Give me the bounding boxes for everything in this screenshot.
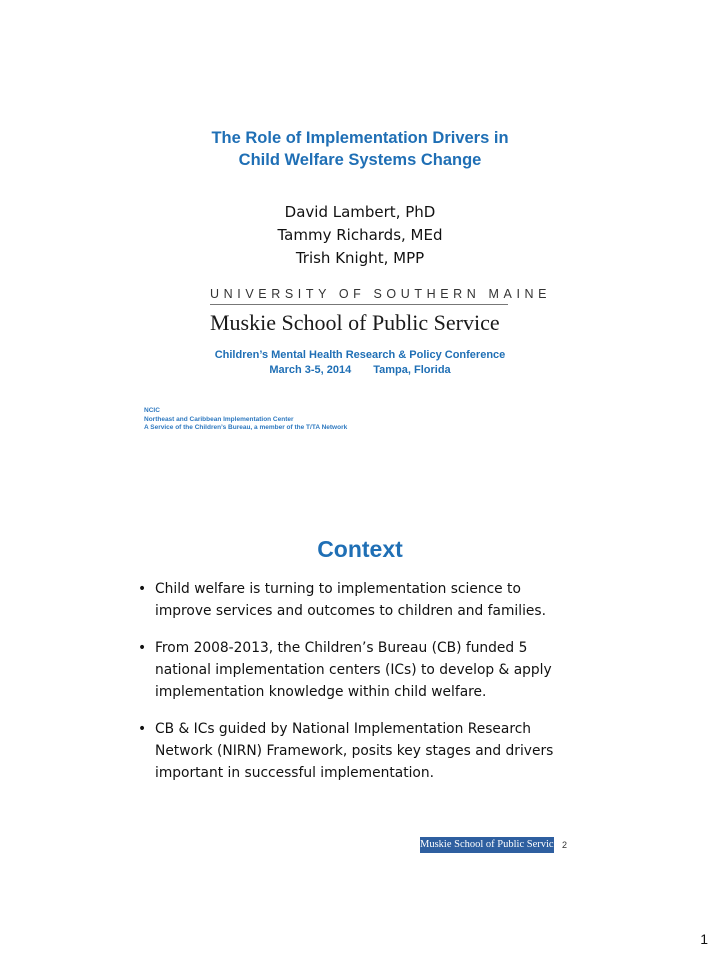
usm-muskie-logo <box>210 287 552 336</box>
muskie-wordmark: Muskie School of Public Service <box>210 310 500 335</box>
page-number: 1 <box>700 931 708 947</box>
conference-dates: March 3-5, 2014 <box>269 364 352 376</box>
bullet-icon: • <box>138 721 147 737</box>
context-bullets <box>138 578 578 799</box>
title-line-1: The Role of Implementation Drivers in <box>211 129 509 147</box>
ncic-tagline: A Service of the Children’s Bureau, a member of the T/TA Network <box>144 424 348 431</box>
bullet-item <box>138 578 578 622</box>
bullet-item <box>138 637 578 703</box>
bullet-text: CB & ICs guided by National Implementation Research Network (NIRN) Framework, posits key stages and drivers important in successful implementation. <box>155 721 554 781</box>
bullet-icon: • <box>138 581 147 597</box>
slide-number: 2 <box>562 840 568 850</box>
author-2: Tammy Richards, MEd <box>277 226 443 244</box>
conference-name: Children’s Mental Health Research & Policy Conference <box>214 349 506 361</box>
slide-title <box>0 127 720 171</box>
bullet-icon: • <box>138 640 147 656</box>
conference-date-location <box>0 363 720 378</box>
author-1: David Lambert, PhD <box>284 203 436 221</box>
ncic-fullname: Northeast and Caribbean Implementation Center <box>144 415 294 423</box>
muskie-footer-logo: Muskie School of Public Service <box>420 837 554 853</box>
bullet-item <box>138 718 578 784</box>
conference-info <box>0 348 720 378</box>
authors <box>0 201 720 270</box>
conference-location: Tampa, Florida <box>373 364 451 376</box>
bullet-text: From 2008-2013, the Children’s Bureau (CB) funded 5 national implementation centers (ICs) to develop & apply implementation knowledge within child welfare. <box>155 640 552 700</box>
ncic-logo <box>144 407 347 433</box>
usm-wordmark: UNIVERSITY OF SOUTHERN MAINE <box>210 287 508 305</box>
ncic-acronym: NCIC <box>144 407 160 414</box>
context-title: Context <box>317 536 403 562</box>
title-line-2: Child Welfare Systems Change <box>238 151 482 169</box>
bullet-text: Child welfare is turning to implementation science to improve services and outcomes to children and families. <box>155 581 546 619</box>
author-3: Trish Knight, MPP <box>295 249 425 267</box>
